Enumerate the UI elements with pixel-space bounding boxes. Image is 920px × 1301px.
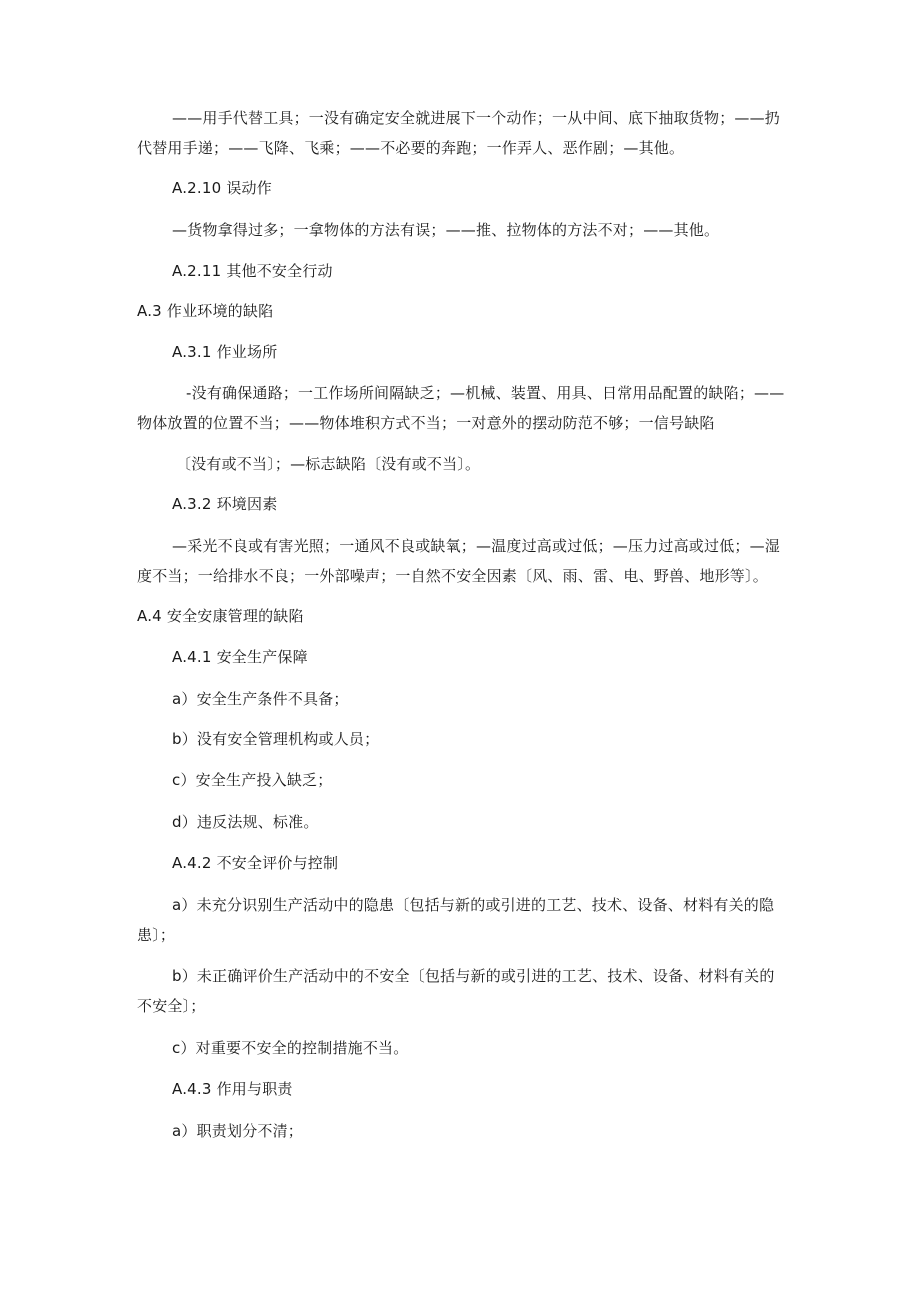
section-heading: A.4 安全安康管理的缺陷 (137, 607, 304, 625)
list-item: c）安全生产投入缺乏； (172, 771, 333, 789)
section-heading: A.4.2 不安全评价与控制 (172, 854, 339, 872)
list-item: a）职责划分不清； (172, 1122, 303, 1140)
text-line: 代替用手递；——飞降、飞乘；——不必要的奔跑；一作弄人、恶作剧；—其他。 (137, 139, 685, 157)
section-heading: A.3 作业环境的缺陷 (137, 302, 274, 320)
text-line: 〔没有或不当〕；—标志缺陷〔没有或不当〕。 (176, 455, 481, 473)
list-item: b）没有安全管理机构或人员； (172, 730, 380, 748)
section-heading: A.4.3 作用与职责 (172, 1080, 293, 1098)
list-item-continuation: 患〕； (137, 926, 176, 944)
list-item: a）未充分识别生产活动中的隐患〔包括与新的或引进的工艺、技术、设备、材料有关的隐 (172, 896, 775, 914)
text-line: ——用手代替工具；一没有确定安全就进展下一个动作；一从中间、底下抽取货物；——扔 (172, 109, 781, 127)
text-line: 度不当；一给排水不良；一外部噪声；一自然不安全因素〔风、雨、雷、电、野兽、地形等〕。 (137, 567, 768, 585)
section-heading: A.2.11 其他不安全行动 (172, 262, 333, 280)
section-heading: A.3.1 作业场所 (172, 343, 278, 361)
text-line: —货物拿得过多；一拿物体的方法有误；——推、拉物体的方法不对；——其他。 (172, 221, 720, 239)
list-item: b）未正确评价生产活动中的不安全〔包括与新的或引进的工艺、技术、设备、材料有关的 (172, 967, 775, 985)
list-item: a）安全生产条件不具备； (172, 690, 349, 708)
text-line: —采光不良或有害光照；一通风不良或缺氧；—温度过高或过低；—压力过高或过低；—湿 (172, 537, 781, 555)
list-item: c）对重要不安全的控制措施不当。 (172, 1039, 409, 1057)
list-item: d）违反法规、标准。 (172, 813, 319, 831)
text-line: -没有确保通路；一工作场所间隔缺乏；—机械、装置、用具、日常用品配置的缺陷；—— (186, 384, 785, 402)
text-line: 物体放置的位置不当；——物体堆积方式不当；一对意外的摆动防范不够；一信号缺陷 (137, 414, 715, 432)
list-item-continuation: 不安全〕； (137, 997, 206, 1015)
section-heading: A.4.1 安全生产保障 (172, 648, 308, 666)
section-heading: A.2.10 误动作 (172, 179, 272, 197)
section-heading: A.3.2 环境因素 (172, 495, 278, 513)
